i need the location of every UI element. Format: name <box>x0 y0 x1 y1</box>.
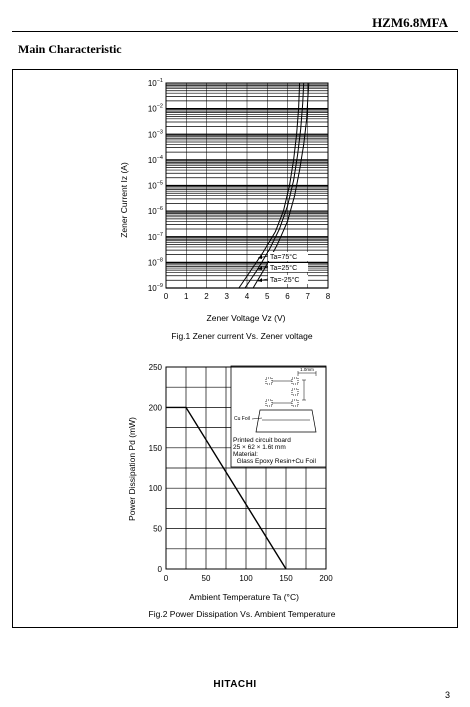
fig1-legend-label: Ta=75°C <box>270 254 298 261</box>
fig1-y-tick-label: $10^{-1}$ <box>147 78 163 88</box>
fig1-y-axis-label: Zener Current Iz (A) <box>119 162 129 238</box>
fig1-x-tick-label: 7 <box>305 292 310 301</box>
fig2-y-ticks <box>149 363 163 574</box>
fig1-legend-label: Ta=25°C <box>270 265 298 272</box>
fig1-x-tick-label: 2 <box>204 292 209 301</box>
fig1-y-tick-label: $10^{-6}$ <box>147 206 163 217</box>
fig1-x-ticks <box>164 292 331 301</box>
fig1-y-tick-label: $10^{-9}$ <box>147 283 163 293</box>
fig2-chart <box>127 363 336 619</box>
fig1-x-tick-label: 1 <box>184 292 189 301</box>
part-number: HZM6.8MFA <box>372 15 448 30</box>
fig2-inset <box>231 366 326 467</box>
fig1-x-tick-label: 3 <box>224 292 229 301</box>
page-number: 3 <box>444 690 450 700</box>
fig1-y-tick-label: $10^{-2}$ <box>147 103 163 114</box>
fig2-x-ticks <box>164 574 333 583</box>
inset-dimension-label: 1.0mm <box>300 367 314 372</box>
section-title: Main Characteristic <box>18 42 122 56</box>
fig2-y-tick-label: 250 <box>148 363 162 372</box>
fig2-y-tick-label: 150 <box>148 443 162 453</box>
inset-board-line-4: Glass Epoxy Resin+Cu Foil <box>233 458 316 465</box>
fig1-y-tick-label: $10^{-5}$ <box>147 180 163 191</box>
fig2-x-tick-label: 200 <box>319 574 333 583</box>
fig2-x-axis-label: Ambient Temperature Ta (°C) <box>189 592 299 602</box>
fig1-x-tick-label: 4 <box>244 292 250 301</box>
fig2-y-tick-label: 200 <box>148 403 162 413</box>
fig2-x-tick-label: 100 <box>239 574 253 583</box>
fig2-y-tick-label: 50 <box>153 524 162 534</box>
fig2-x-tick-label: 150 <box>279 574 293 583</box>
fig1-x-tick-label: 5 <box>265 292 270 301</box>
fig2-y-tick-label: 0 <box>157 565 162 574</box>
fig1-x-tick-label: 0 <box>163 292 169 301</box>
fig1-caption: Fig.1 Zener current Vs. Zener voltage <box>171 331 313 341</box>
fig1-y-tick-label: $10^{-7}$ <box>147 231 163 242</box>
fig1-y-ticks <box>148 78 163 293</box>
footer-brand-logo: HITACHI <box>213 679 257 690</box>
inset-board-line-1: Printed circuit board <box>233 437 291 444</box>
fig1-y-tick-label: $10^{-3}$ <box>147 129 163 140</box>
fig2-x-tick-label: 0 <box>163 574 169 583</box>
fig2-y-tick-label: 100 <box>148 484 162 494</box>
fig1-y-tick-label: $10^{-8}$ <box>147 257 163 268</box>
inset-board-line-2: 25 × 62 × 1.6t mm <box>233 444 286 451</box>
fig1-legend-label: Ta=-25°C <box>270 277 300 284</box>
fig1-x-axis-label: Zener Voltage Vz (V) <box>206 313 286 323</box>
inset-foil-label: Cu Foil <box>234 416 250 422</box>
fig1-y-tick-label: $10^{-4}$ <box>147 154 163 165</box>
fig1-chart <box>119 78 331 341</box>
fig2-x-tick-label: 50 <box>201 574 211 583</box>
fig1-x-tick-label: 6 <box>285 292 290 301</box>
fig2-caption: Fig.2 Power Dissipation Vs. Ambient Temperature <box>148 609 336 619</box>
fig1-x-tick-label: 8 <box>325 292 331 301</box>
inset-board-line-3: Material: <box>233 451 258 458</box>
fig2-y-axis-label: Power Dissipation Pd (mW) <box>127 417 137 521</box>
